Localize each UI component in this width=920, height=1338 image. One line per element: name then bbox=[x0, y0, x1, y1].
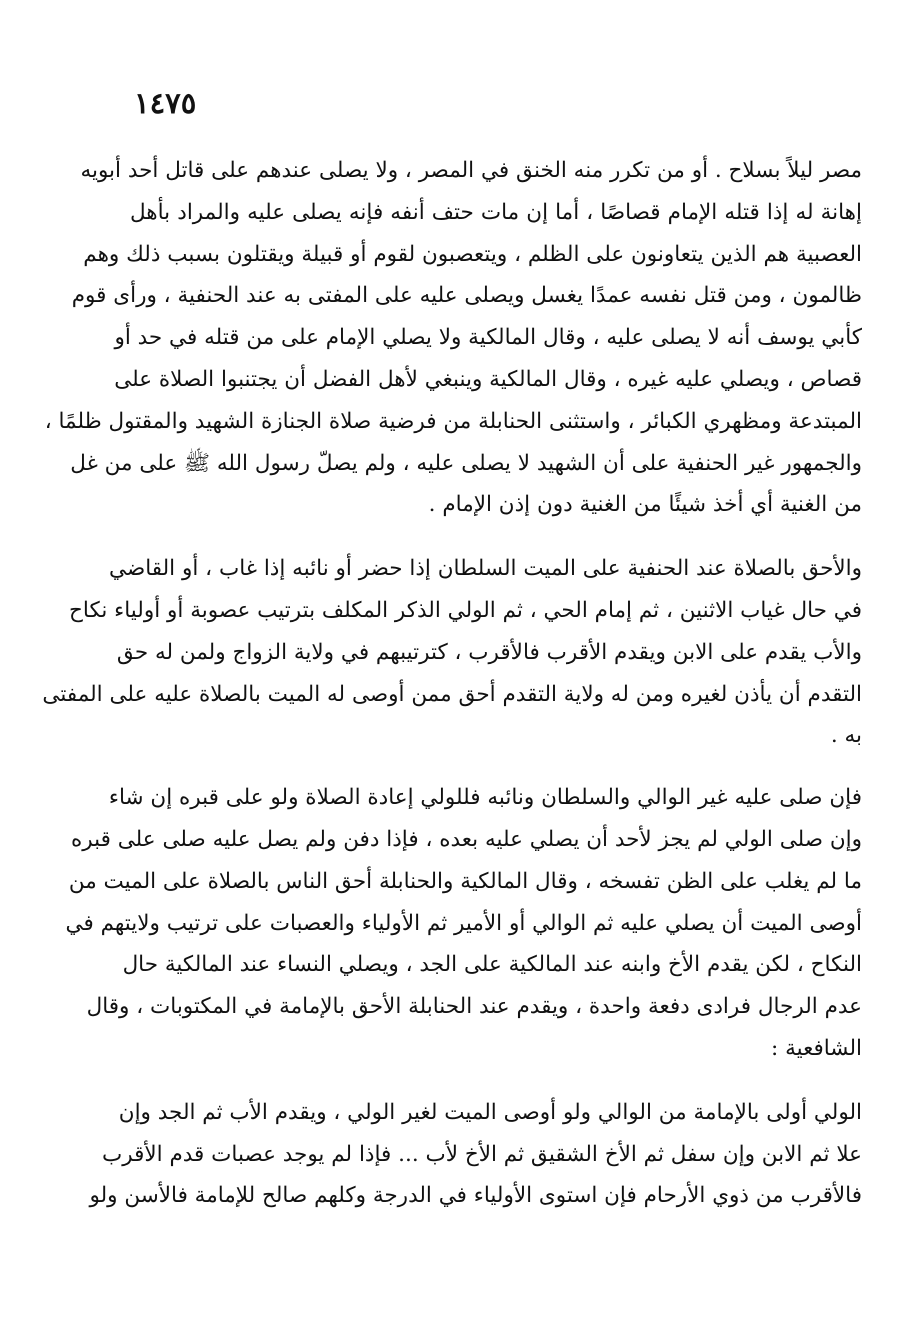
text-line: من الغنية أي أخذ شيئًا من الغنية دون إذن الإمام . bbox=[428, 492, 862, 518]
text-line: العصبية هم الذين يتعاونون على الظلم ، ويتعصبون لقوم أو قبيلة ويقتلون بسبب ذلك وهم bbox=[83, 241, 862, 267]
text-line: علا ثم الابن وإن سفل ثم الأخ الشقيق ثم الأخ لأب ... فإذا لم يوجد عصبات قدم الأقرب bbox=[102, 1141, 862, 1167]
text-line: والأب يقدم على الابن ويقدم الأقرب فالأقرب ، كترتيبهم في ولاية الزواج ولمن له حق bbox=[116, 639, 862, 665]
text-line: فإن صلى عليه غير الوالي والسلطان ونائبه فللولي إعادة الصلاة ولو على قبره إن شاء bbox=[108, 785, 862, 811]
text-line: ظالمون ، ومن قتل نفسه عمدًا يغسل ويصلى عليه على المفتى به عند الحنفية ، ورأى قوم bbox=[71, 283, 862, 309]
text-line: عدم الرجال فرادى دفعة واحدة ، ويقدم عند الحنابلة الأحق بالإمامة في المكتوبات ، وقال bbox=[86, 994, 862, 1020]
paragraph-2 bbox=[42, 548, 862, 757]
text-line: ما لم يغلب على الظن تفسخه ، وقال المالكية والحنابلة أحق الناس بالصلاة على الميت من bbox=[68, 868, 862, 894]
text-line: مصر ليلاً بسلاح . أو من تكرر منه الخنق في المصر ، ولا يصلى عندهم على قاتل أحد أبويه bbox=[80, 158, 862, 183]
text-line: أوصى الميت أن يصلي عليه ثم الوالي أو الأمير ثم الأولياء والعصبات على ترتيب ولايتهم في bbox=[65, 910, 862, 936]
page-text bbox=[42, 150, 862, 1217]
text-line: وإن صلى الولي لم يجز لأحد أن يصلي عليه بعده ، فإذا دفن ولم يصل عليه صلى على قبره bbox=[71, 826, 862, 852]
text-line: فالأقرب من ذوي الأرحام فإن استوى الأولياء في الدرجة وكلهم صالح للإمامة فالأسن ولو bbox=[89, 1183, 862, 1209]
text-line: التقدم أن يأذن لغيره ومن له ولاية التقدم أحق ممن أوصى له الميت بالصلاة عليه على المفتى bbox=[42, 681, 862, 707]
text-line: النكاح ، لكن يقدم الأخ وابنه عند المالكية على الجد ، ويصلي النساء عند المالكية حال bbox=[122, 952, 862, 978]
text-line: والجمهور غير الحنفية على أن الشهيد لا يصلى عليه ، ولم يصلّ رسول الله ﷺ على من غل bbox=[70, 450, 862, 476]
text-line: الولي أولى بالإمامة من الوالي ولو أوصى الميت لغير الولي ، ويقدم الأب ثم الجد وإن bbox=[118, 1099, 862, 1125]
paragraph-1 bbox=[44, 150, 862, 526]
text-line: المبتدعة ومظهري الكبائر ، واستثنى الحنابلة من فرضية صلاة الجنازة الشهيد والمقتول ظلمًا ، bbox=[44, 408, 862, 434]
text-line: الشافعية : bbox=[771, 1035, 862, 1061]
text-line: قصاص ، ويصلي عليه غيره ، وقال المالكية وينبغي لأهل الفضل أن يجتنبوا الصلاة على bbox=[114, 366, 862, 392]
text-line: والأحق بالصلاة عند الحنفية على الميت السلطان إذا حضر أو نائبه إذا غاب ، أو القاضي bbox=[109, 556, 862, 582]
text-line: إهانة له إذا قتله الإمام قصاصًا ، أما إن مات حتف أنفه فإنه يصلى عليه والمراد بأهل bbox=[130, 199, 862, 225]
paragraph-3 bbox=[65, 777, 862, 1070]
paragraph-4 bbox=[89, 1092, 862, 1217]
page-number: ١٤٧٥ bbox=[134, 86, 197, 120]
text-line: في حال غياب الاثنين ، ثم إمام الحي ، ثم الولي الذكر المكلف بترتيب عصوبة أو أولياء نكاح bbox=[69, 597, 862, 623]
text-line: به . bbox=[830, 723, 862, 749]
text-line: كأبي يوسف أنه لا يصلى عليه ، وقال المالكية ولا يصلي الإمام على من قتله في حد أو bbox=[114, 325, 862, 351]
